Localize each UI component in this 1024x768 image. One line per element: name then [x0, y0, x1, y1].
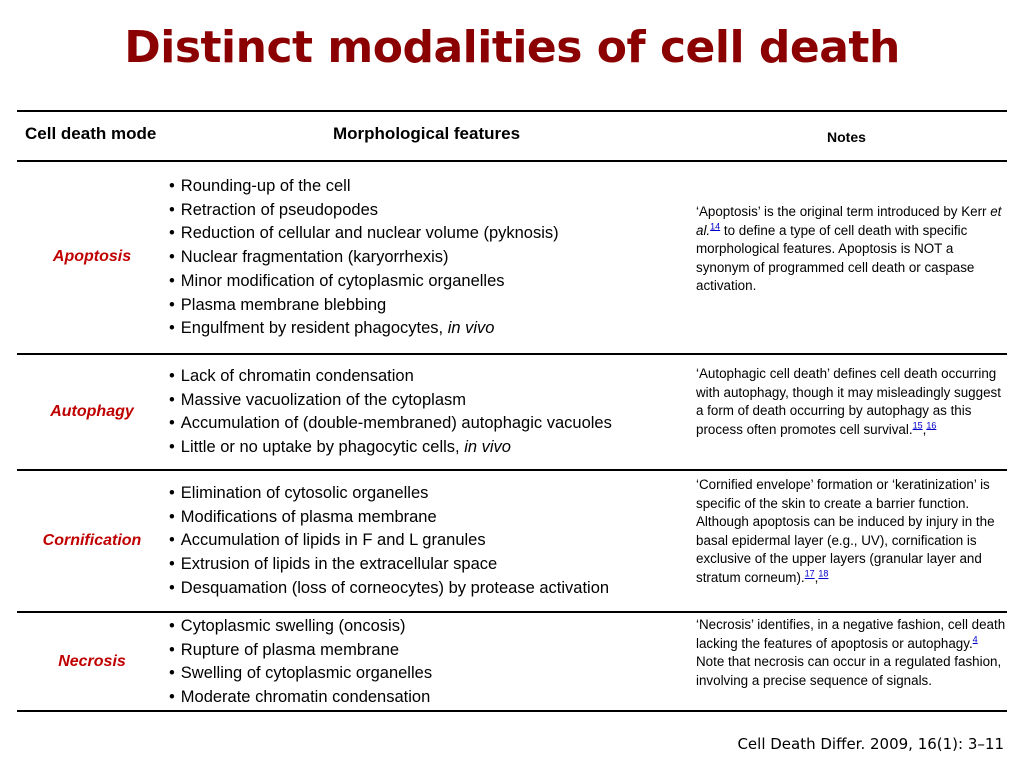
mode-apoptosis: Apoptosis [52, 248, 132, 265]
list-item: • Swelling of cytoplasmic organelles [169, 664, 433, 683]
list-item: • Rupture of plasma membrane [169, 640, 400, 659]
list-item: • Lack of chromatin condensation [169, 367, 414, 385]
row-rule [17, 611, 1007, 613]
list-item: • Modifications of plasma membrane [169, 507, 437, 526]
list-item: • Retraction of pseudopodes [169, 200, 378, 219]
mode-autophagy: Autophagy [50, 403, 134, 420]
list-item: • Minor modification of cytoplasmic organelles [169, 271, 505, 290]
features-list-autophagy [169, 365, 689, 460]
features-list-necrosis [169, 615, 689, 710]
mode-cornification: Cornification [42, 532, 142, 549]
list-item: • Engulfment by resident phagocytes, in vivo [169, 319, 495, 338]
notes-apoptosis: ‘Apoptosis’ is the original term introduced by Kerr et al.$^{14}$ to define a type of cell death with specific morphological features. Apoptosis is NOT a synonym of programmed cell death or caspase activation. [696, 204, 1002, 294]
reference-link[interactable]: 15 [912, 420, 923, 431]
notes-autophagy: ‘Autophagic cell death’ defines cell death occurring with autophagy, though it may misleadingly suggest a form of death occurring by autophagy as this process often promotes cell survival.$^{15}$,$^{16}$ [696, 366, 1001, 437]
reference-link[interactable]: 16 [926, 420, 937, 431]
list-item: • Elimination of cytosolic organelles [169, 484, 429, 502]
header-cell-death-mode: Cell death mode [25, 124, 157, 143]
list-item: • Desquamation (loss of corneocytes) by protease activation [169, 578, 610, 597]
header-rule [17, 160, 1007, 162]
table-top-rule [17, 110, 1007, 112]
header-morphological-features: Morphological features [333, 124, 521, 143]
row-rule [17, 353, 1007, 355]
reference-link[interactable]: 17 [804, 568, 815, 579]
features-list-apoptosis [169, 175, 689, 341]
row-rule [17, 469, 1007, 471]
list-item: • Accumulation of lipids in F and L granules [169, 531, 486, 550]
slide-title: Distinct modalities of cell death [124, 22, 900, 73]
list-item: • Rounding-up of the cell [169, 177, 351, 195]
reference-link[interactable]: 4 [972, 634, 978, 645]
list-item: • Plasma membrane blebbing [169, 295, 387, 314]
table-bottom-rule [17, 710, 1007, 712]
list-item: • Nuclear fragmentation (karyorrhexis) [169, 248, 449, 267]
reference-link[interactable]: 18 [818, 568, 829, 579]
features-list-cornification [169, 482, 689, 601]
mode-necrosis: Necrosis [58, 653, 126, 670]
list-item: • Accumulation of (double-membraned) autophagic vacuoles [169, 414, 612, 433]
notes-cornification: ‘Cornified envelope’ formation or ‘keratinization’ is specific of the skin to create a barrier function. Although apoptosis can be induced by injury in the basal epidermal layer (e.g., UV), cornification is exclusive of the upper layers (granular layer and stratum corneum).$^{17}$,$^{18}$ [696, 477, 995, 585]
header-notes: Notes [827, 129, 866, 145]
list-item: • Massive vacuolization of the cytoplasm [169, 390, 466, 409]
list-item: • Little or no uptake by phagocytic cells, in vivo [169, 438, 511, 457]
list-item: • Moderate chromatin condensation [169, 688, 431, 707]
list-item: • Reduction of cellular and nuclear volume (pyknosis) [169, 224, 559, 243]
reference-link[interactable]: 14 [710, 221, 721, 232]
list-item: • Extrusion of lipids in the extracellular space [169, 555, 498, 574]
citation: Cell Death Differ. 2009, 16(1): 3–11 [737, 735, 1004, 753]
notes-necrosis: ‘Necrosis’ identifies, in a negative fashion, cell death lacking the features of apoptosis or autophagy.$^4$ Note that necrosis can occur in a regulated fashion, involving a precise sequence of signals. [696, 617, 1006, 688]
list-item: • Cytoplasmic swelling (oncosis) [169, 617, 406, 635]
